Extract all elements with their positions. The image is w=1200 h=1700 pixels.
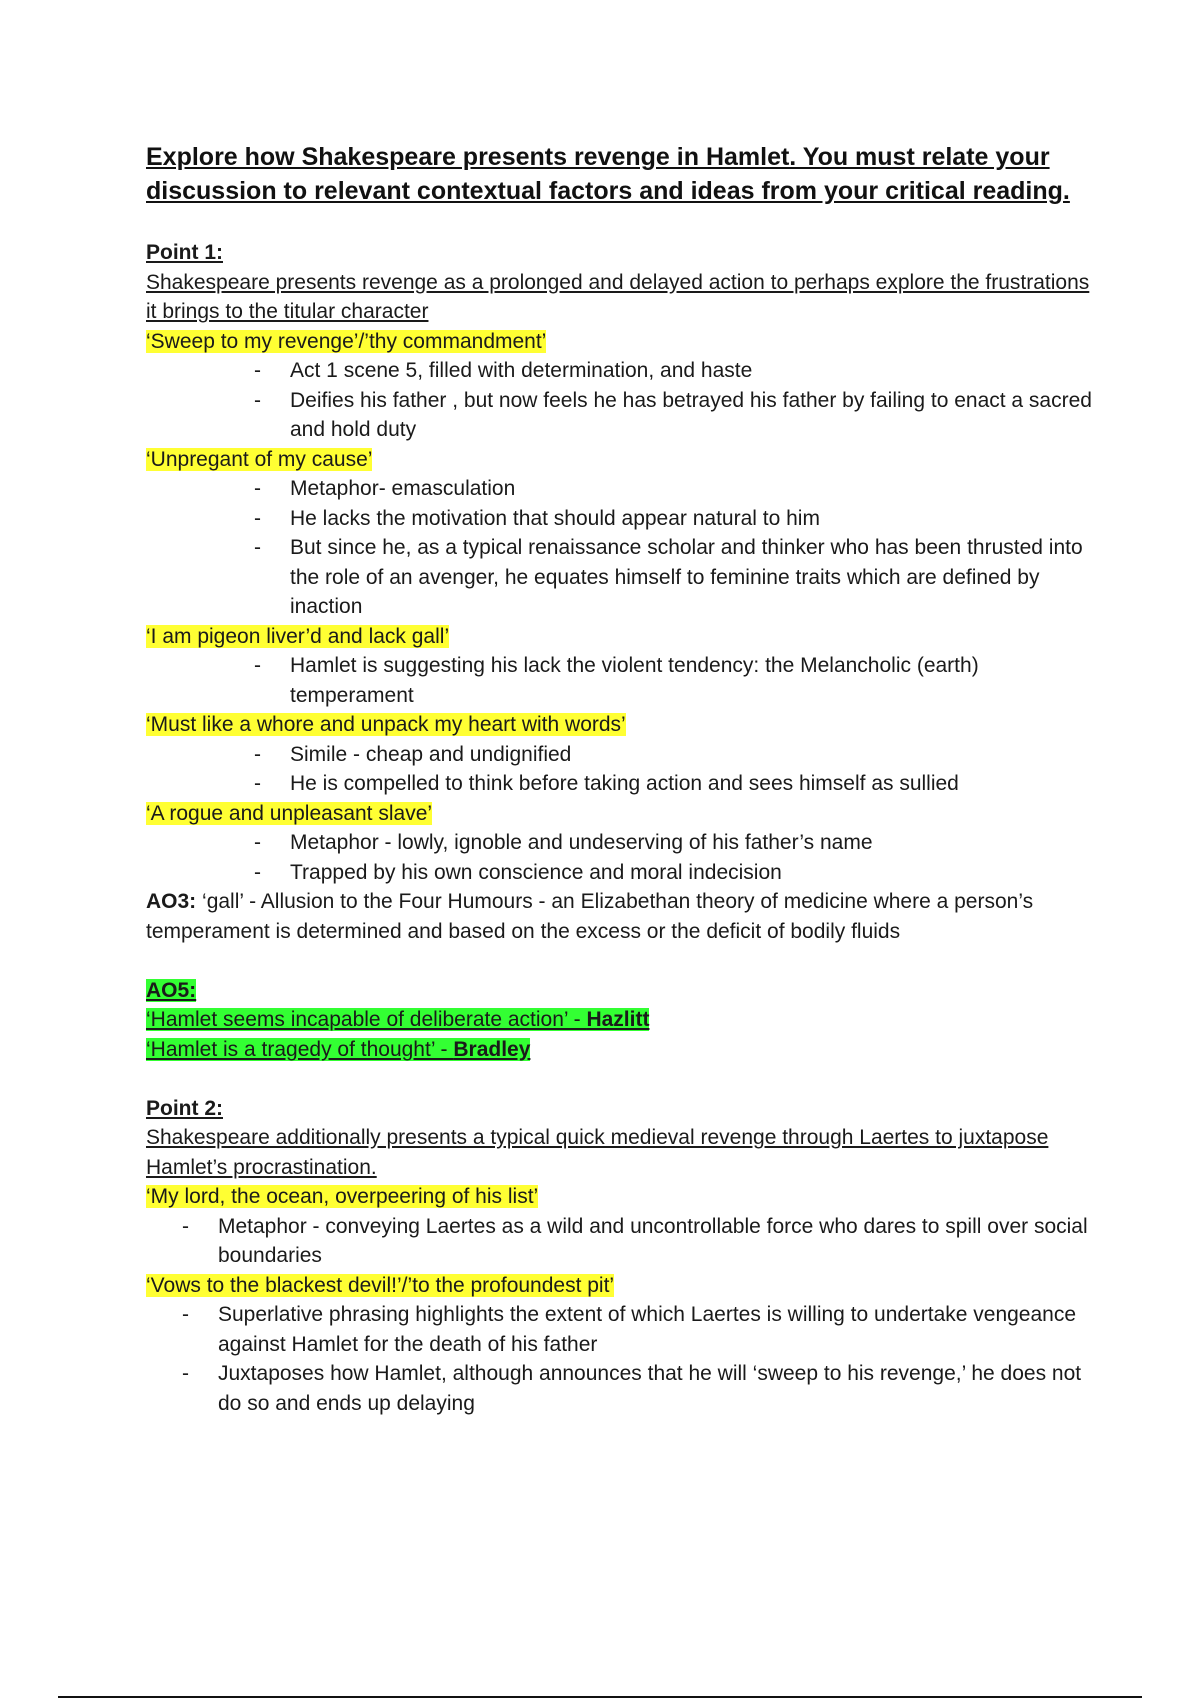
quote-line [146,327,1096,357]
bullet-text: Hamlet is suggesting his lack the violent tendency: the Melancholic (earth) temperament [290,654,979,707]
bullet-list [146,356,1096,445]
page-bottom-rule [58,1696,1142,1698]
ao5-critic-quote [146,1038,530,1061]
bullet-list [146,1300,1096,1418]
list-item [146,1212,1096,1271]
bullet-text: Deifies his father , but now feels he has betrayed his father by failing to enact a sacred and hold duty [290,388,1092,441]
bullet-list [146,651,1096,710]
list-item [146,504,1096,534]
ao5-critic-quote [146,1008,649,1031]
critic-name: Hazlitt [586,1008,650,1031]
bullet-text: But since he, as a typical renaissance scholar and thinker who has been thrusted into the role of an avenger, he equates himself to feminine traits which are defined by inaction [290,536,1083,618]
list-item [146,1300,1096,1359]
point-1-claim: Shakespeare presents revenge as a prolonged and delayed action to perhaps explore the frustrations it brings to the titular character [146,270,1090,323]
bullet-list [146,828,1096,887]
highlighted-quote: ‘Sweep to my revenge’/’thy commandment’ [146,329,547,353]
bullet-text: Trapped by his own conscience and moral indecision [290,860,782,884]
bullet-text: Act 1 scene 5, filled with determination, and haste [290,359,753,382]
essay-question-title: Explore how Shakespeare presents revenge in Hamlet. You must relate your discussion to relevant contextual factors and ideas from your critical reading. [146,143,1070,205]
quote-line [146,622,1096,652]
ao5-heading-line [146,976,1096,1006]
critic-quote-text: ‘Hamlet is a tragedy of thought’ - [146,1037,454,1061]
bullet-dash: - [254,388,261,412]
ao3-text: ‘gall’ - Allusion to the Four Humours - an Elizabethan theory of medicine where a person’s temperament is determined and based on the excess or the deficit of bodily fluids [146,890,1034,943]
ao5-critic-line [146,1005,1096,1035]
point-2-claim: Shakespeare additionally presents a typical quick medieval revenge through Laertes to juxtapose Hamlet’s procrastination. [146,1126,1049,1179]
quote-line [146,1182,1096,1212]
highlighted-quote: ‘Must like a whore and unpack my heart with words’ [146,713,626,736]
bullet-dash: - [182,1214,189,1238]
ao3-label: AO3: [146,890,197,913]
bullet-text: Metaphor - conveying Laertes as a wild and uncontrollable force who dares to spill over social boundaries [218,1214,1088,1267]
bullet-dash: - [254,506,261,530]
list-item [146,474,1096,504]
bullet-text: He lacks the motivation that should appear natural to him [290,506,820,530]
critic-name: Bradley [453,1037,531,1061]
list-item [146,740,1096,770]
list-item [146,533,1096,622]
highlighted-quote: ‘A rogue and unpleasant slave’ [146,801,433,825]
bullet-list [146,740,1096,799]
highlighted-quote: ‘Unpregant of my cause’ [146,447,373,471]
highlighted-quote: ‘My lord, the ocean, overpeering of his list’ [146,1185,539,1208]
bullet-dash: - [254,742,261,766]
list-item [146,386,1096,445]
bullet-dash: - [254,477,261,500]
quote-line [146,1271,1096,1301]
bullet-dash: - [182,1303,189,1326]
ao5-label: AO5: [146,978,197,1002]
bullet-dash: - [254,831,261,854]
critic-quote-text: ‘Hamlet seems incapable of deliberate action’ - [146,1008,587,1031]
list-item [146,356,1096,386]
ao5-critic-line [146,1035,1096,1065]
bullet-dash: - [254,772,261,795]
highlighted-quote: ‘I am pigeon liver’d and lack gall’ [146,624,450,648]
bullet-dash: - [254,359,261,382]
point-2-heading: Point 2: [146,1096,223,1120]
list-item [146,1359,1096,1418]
bullet-dash: - [254,536,261,559]
point-1-section [146,238,1096,1064]
bullet-text: Metaphor- emasculation [290,477,516,500]
bullet-dash: - [254,654,261,677]
bullet-dash: - [254,860,261,884]
bullet-text: Metaphor - lowly, ignoble and undeserving of his father’s name [290,831,873,854]
document-page [146,140,1096,1418]
list-item [146,769,1096,799]
bullet-text: He is compelled to think before taking action and sees himself as sullied [290,772,959,795]
bullet-dash: - [182,1362,189,1385]
ao3-paragraph [146,887,1096,946]
point-2-section [146,1094,1096,1419]
bullet-text: Superlative phrasing highlights the extent of which Laertes is willing to undertake vengeance against Hamlet for the death of his father [218,1303,1077,1356]
spacer [146,1064,1096,1094]
bullet-text: Juxtaposes how Hamlet, although announces that he will ‘sweep to his revenge,’ he does not do so and ends up delaying [218,1362,1082,1415]
quote-line [146,710,1096,740]
list-item [146,828,1096,858]
quote-line [146,799,1096,829]
point-1-heading: Point 1: [146,241,223,264]
quote-line [146,445,1096,475]
highlighted-quote: ‘Vows to the blackest devil!’/’to the profoundest pit’ [146,1273,615,1297]
list-item [146,651,1096,710]
bullet-text: Simile - cheap and undignified [290,742,572,766]
list-item [146,858,1096,888]
spacer [146,946,1096,976]
bullet-list [146,474,1096,622]
bullet-list [146,1212,1096,1271]
